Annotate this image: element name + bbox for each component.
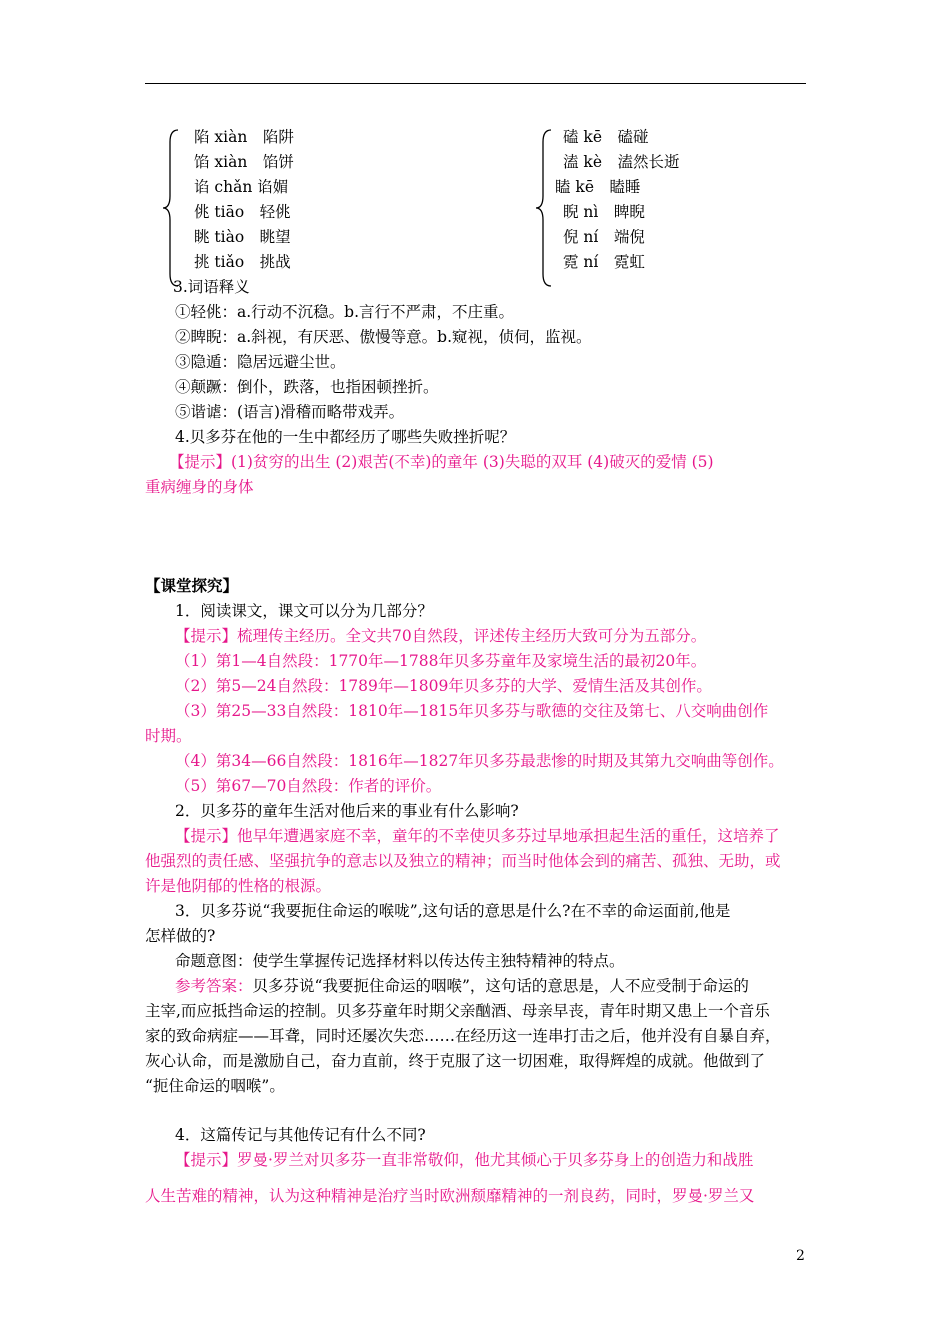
pron-right-6: 霓 ní 霓虹 bbox=[563, 253, 645, 271]
explore-q1-part-1: （1）第1—4自然段：1770年—1788年贝多芬童年及家境生活的最初20年。 bbox=[175, 652, 707, 670]
pron-right-1: 磕 kē 磕碰 bbox=[563, 128, 649, 146]
vocab-item-1: ①轻佻：a.行动不沉稳。b.言行不严肃，不庄重。 bbox=[175, 303, 515, 321]
vocab-heading: 3.词语释义 bbox=[173, 278, 250, 296]
right-brace bbox=[535, 128, 553, 288]
pron-left-5: 眺 tiào 眺望 bbox=[194, 228, 291, 246]
explore-q4-hint-1: 【提示】罗曼·罗兰对贝多芬一直非常敬仰，他尤其倾心于贝多芬身上的创造力和战胜 bbox=[175, 1151, 754, 1169]
pron-right-2: 溘 kè 溘然长逝 bbox=[563, 153, 680, 171]
explore-q1-part-3-cont: 时期。 bbox=[145, 727, 192, 745]
question-4: 4.贝多芬在他的一生中都经历了哪些失败挫折呢？ bbox=[175, 428, 516, 446]
left-brace bbox=[162, 128, 180, 288]
pron-left-4: 佻 tiāo 轻佻 bbox=[194, 203, 291, 221]
explore-q3: 3．贝多芬说“我要扼住命运的喉咙”,这句话的意思是什么?在不幸的命运面前,他是 bbox=[175, 902, 731, 920]
pron-left-6: 挑 tiǎo 挑战 bbox=[194, 253, 291, 271]
pron-right-4: 睨 nì 睥睨 bbox=[563, 203, 645, 221]
vocab-item-3: ③隐遁：隐居远避尘世。 bbox=[175, 353, 346, 371]
pron-left-1: 陷 xiàn 陷阱 bbox=[194, 128, 294, 146]
answer-text: 贝多芬说“我要扼住命运的咽喉”，这句话的意思是，人不应受制于命运的 bbox=[252, 977, 749, 995]
pron-right-3: 瞌 kē 瞌睡 bbox=[555, 178, 641, 196]
explore-q3-answer-5: “扼住命运的咽喉”。 bbox=[145, 1077, 285, 1095]
explore-q2-hint-3: 许是他阴郁的性格的根源。 bbox=[145, 877, 332, 895]
explore-q1-part-4: （4）第34—66自然段：1816年—1827年贝多芬最悲惨的时期及其第九交响曲等创作。 bbox=[175, 752, 784, 770]
explore-q4-hint-2: 人生苦难的精神，认为这种精神是治疗当时欧洲颓靡精神的一剂良药，同时，罗曼·罗兰又 bbox=[145, 1187, 755, 1205]
explore-q1-hint: 【提示】梳理传主经历。全文共70自然段，评述传主经历大致可分为五部分。 bbox=[175, 627, 707, 645]
explore-q3-answer-2: 主宰,而应抵挡命运的控制。贝多芬童年时期父亲酗酒、母亲早丧，青年时期又患上一个音乐 bbox=[145, 1002, 770, 1020]
question-4-hint-cont: 重病缠身的身体 bbox=[145, 478, 254, 496]
page-number: 2 bbox=[796, 1248, 805, 1264]
explore-q2: 2．贝多芬的童年生活对他后来的事业有什么影响? bbox=[175, 802, 519, 820]
explore-q3-answer-4: 灰心认命，而是激励自己，奋力直前，终于克服了这一切困难，取得辉煌的成就。他做到了 bbox=[145, 1052, 766, 1070]
explore-q1: 1．阅读课文，课文可以分为几部分？ bbox=[175, 602, 433, 620]
explore-q2-hint-1: 【提示】他早年遭遇家庭不幸，童年的不幸使贝多芬过早地承担起生活的重任，这培养了 bbox=[175, 827, 780, 845]
pron-left-3: 谄 chǎn 谄媚 bbox=[194, 178, 289, 196]
vocab-item-5: ⑤谐谑：(语言)滑稽而略带戏弄。 bbox=[175, 403, 405, 421]
pron-right-5: 倪 ní 端倪 bbox=[563, 228, 645, 246]
vocab-item-4: ④颠蹶：倒仆，跌落，也指困顿挫折。 bbox=[175, 378, 439, 396]
explore-q3-answer-3: 家的致命病症——耳聋，同时还屡次失恋……在经历这一连串打击之后，他并没有自暴自弃， bbox=[145, 1027, 781, 1045]
pron-left-2: 馅 xiàn 馅饼 bbox=[194, 153, 294, 171]
vocab-item-2: ②睥睨：a.斜视，有厌恶、傲慢等意。b.窥视，侦伺，监视。 bbox=[175, 328, 592, 346]
explore-q3-cont: 怎样做的? bbox=[145, 927, 216, 945]
answer-label: 参考答案： bbox=[175, 977, 253, 995]
explore-q4: 4．这篇传记与其他传记有什么不同? bbox=[175, 1126, 426, 1144]
header-rule bbox=[145, 83, 806, 84]
section-heading: 【课堂探究】 bbox=[145, 576, 239, 595]
explore-q2-hint-2: 他强烈的责任感、坚强抗争的意志以及独立的精神；而当时他体会到的痛苦、孤独、无助，或 bbox=[145, 852, 781, 870]
explore-q3-answer-1 bbox=[175, 976, 749, 996]
explore-q1-part-2: （2）第5—24自然段：1789年—1809年贝多芬的大学、爱情生活及其创作。 bbox=[175, 677, 712, 695]
question-4-hint: 【提示】(1)贫穷的出生 (2)艰苦(不幸)的童年 (3)失聪的双耳 (4)破灭的爱情 (5) bbox=[169, 453, 714, 471]
explore-q1-part-5: （5）第67—70自然段：作者的评价。 bbox=[175, 777, 442, 795]
explore-q3-intent: 命题意图：使学生掌握传记选择材料以传达传主独特精神的特点。 bbox=[175, 952, 625, 970]
explore-q1-part-3: （3）第25—33自然段：1810年—1815年贝多芬与歌德的交往及第七、八交响曲创作 bbox=[175, 702, 769, 720]
